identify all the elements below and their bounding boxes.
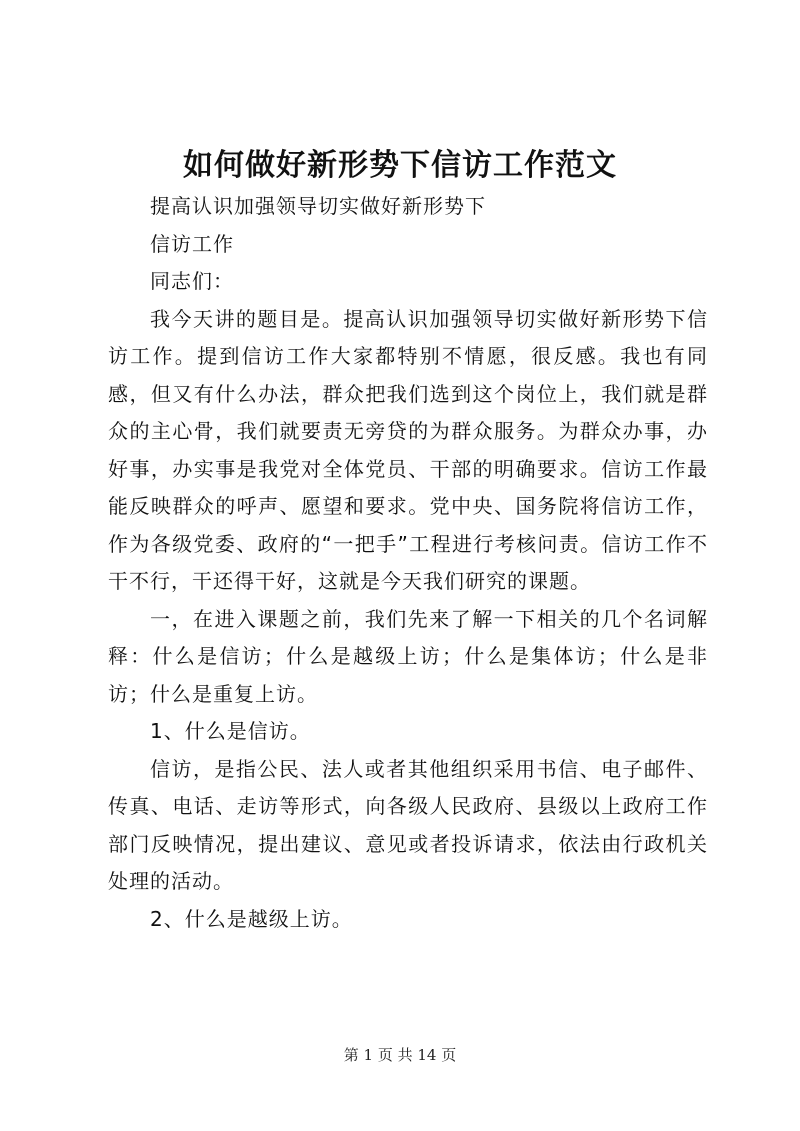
paragraph-intro: 我今天讲的题目是。提高认识加强领导切实做好新形势下信访工作。提到信访工作大家都特别不情愿，很反感。我也有同感，但又有什么办法，群众把我们选到这个岗位上，我们就是群众的主心骨，我们就要责无旁贷的为群众服务。为群众办事，办好事，办实事是我党对全体党员、干部的明确要求。信访工作最能反映群众的呼声、愿望和要求。党中央、国务院将信访工作，作为各级党委、政府的“一把手”工程进行考核问责。信访工作不干不行，干还得干好，这就是今天我们研究的课题。 — [108, 306, 708, 593]
paragraph-definitions: 一，在进入课题之前，我们先来了解一下相关的几个名词解释：什么是信访；什么是越级上访；什么是集体访；什么是非访；什么是重复上访。 — [108, 606, 708, 706]
document-title: 如何做好新形势下信访工作范文 — [183, 148, 617, 183]
paragraph-salutation: 同志们： — [150, 269, 234, 293]
paragraph-heading-2: 2、什么是越级上访。 — [150, 906, 353, 931]
paragraph-definition-xinfang: 信访，是指公民、法人或者其他组织采用书信、电子邮件、传真、电话、走访等形式，向各级人民政府、县级以上政府工作部门反映情况，提出建议、意见或者投诉请求，依法由行政机关处理的活动。 — [108, 756, 708, 893]
paragraph-heading-1: 1、什么是信访。 — [150, 719, 311, 743]
paragraph-subtitle-line-1: 提高认识加强领导切实做好新形势下 — [150, 194, 486, 218]
document-body — [108, 188, 708, 938]
page-number-footer: 第 1 页 共 14 页 — [343, 1046, 457, 1064]
paragraph-subtitle-line-2: 信访工作 — [150, 231, 234, 256]
